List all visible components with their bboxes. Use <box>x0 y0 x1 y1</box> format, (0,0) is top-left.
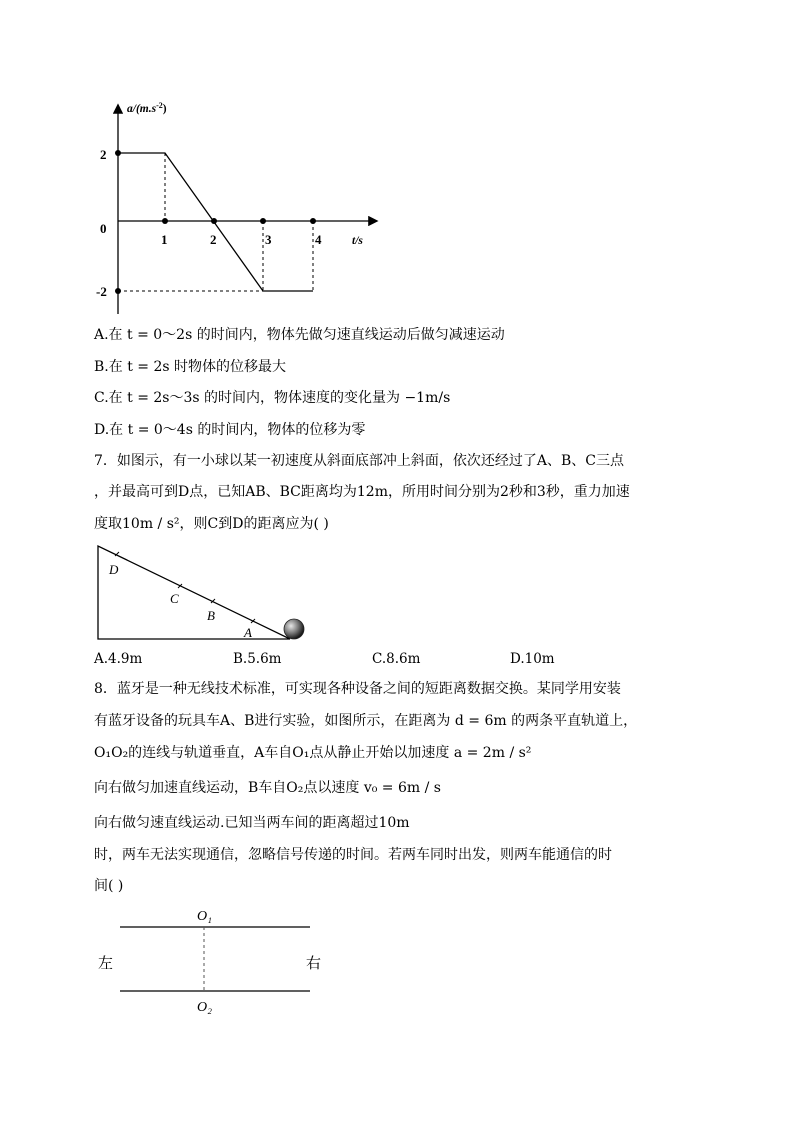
q8-stem-line-1: 8．蓝牙是一种无线技术标准，可实现各种设备之间的短距离数据交换。某同学用安装 <box>94 681 621 697</box>
q8-stem-line-2: 有蓝牙设备的玩具车A、B进行实验，如图所示，在距离为 d = 6m 的两条平直轨道上， <box>94 713 638 729</box>
point-t2 <box>211 218 217 224</box>
label-o1: O₁ <box>197 909 212 924</box>
y-tick-minus2: -2 <box>96 284 107 299</box>
q7-option-b: B.5.6m <box>233 651 282 667</box>
point-t4 <box>310 218 316 224</box>
x-tick-3: 3 <box>265 232 272 247</box>
q7-option-d: D.10m <box>510 651 555 667</box>
q6-option-a: A.在 t = 0～2s 的时间内，物体先做匀速直线运动后做匀减速运动 <box>94 327 505 343</box>
q8-stem-line-7: 间( ) <box>94 878 124 894</box>
tracks-figure <box>94 903 334 1023</box>
label-right: 右 <box>306 956 322 972</box>
incline-triangle <box>98 546 290 639</box>
q7-stem-line-3: 度取10m / s²，则C到D的距离应为( ) <box>94 516 329 532</box>
q7-stem-line-2: ，并最高可到D点，已知AB、BC距离均为12m，所用时间分别为2秒和3秒，重力加速 <box>94 484 630 500</box>
q8-stem-line-5: 向右做匀速直线运动.已知当两车间的距离超过10m <box>94 815 410 831</box>
q8-stem-line-3: O₁O₂的连线与轨道垂直，A车自O₁点从静止开始以加速度 a = 2m / s² <box>94 745 532 761</box>
label-left: 左 <box>98 956 114 972</box>
label-o2: O₂ <box>197 1000 212 1015</box>
x-tick-2: 2 <box>210 232 217 247</box>
q7-option-a: A.4.9m <box>94 651 143 667</box>
x-tick-4: 4 <box>315 232 322 247</box>
q7-options <box>94 651 694 671</box>
point-ym2 <box>115 288 121 294</box>
point-t3 <box>260 218 266 224</box>
label-a: A <box>244 625 252 640</box>
label-c: C <box>170 591 179 606</box>
point-t1 <box>162 218 168 224</box>
x-axis-label: t/s <box>352 235 363 247</box>
q7-stem-line-1: 7．如图示，有一小球以某一初速度从斜面底部冲上斜面，依次还经过了A、B、C三点 <box>94 453 625 469</box>
q8-stem-line-4: 向右做匀加速直线运动，B车自O₂点以速度 v₀ = 6m / s <box>94 780 441 796</box>
q6-option-d: D.在 t = 0～4s 的时间内，物体的位移为零 <box>94 422 366 438</box>
acceleration-time-graph <box>96 92 390 317</box>
y-tick-0: 0 <box>100 221 107 236</box>
y-tick-2: 2 <box>100 147 107 162</box>
x-tick-1: 1 <box>161 232 168 247</box>
q6-option-c: C.在 t = 2s～3s 的时间内，物体速度的变化量为 −1m/s <box>94 390 451 406</box>
q8-stem-line-6: 时，两车无法实现通信，忽略信号传递的时间。若两车同时出发，则两车能通信的时 <box>94 847 612 863</box>
ball <box>284 619 304 639</box>
label-d: D <box>109 562 119 577</box>
y-axis-label: $a/(m.s^{-2})$ <box>127 101 167 115</box>
q6-option-b: B.在 t = 2s 时物体的位移最大 <box>94 359 286 375</box>
point-y2 <box>115 150 121 156</box>
q7-option-c: C.8.6m <box>372 651 421 667</box>
incline-figure <box>94 542 314 648</box>
label-b: B <box>207 608 215 623</box>
